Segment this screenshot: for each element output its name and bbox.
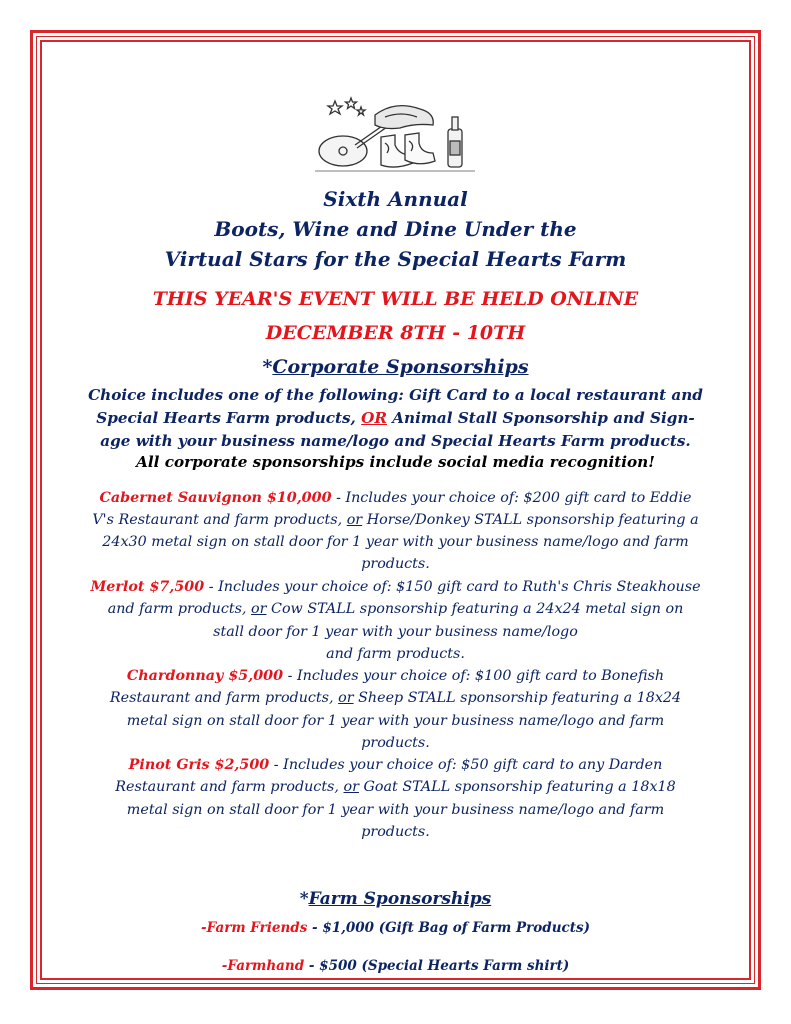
corporate-title-text: Corporate Sponsorships xyxy=(272,356,529,378)
farm-item-desc: - $1,000 (Gift Bag of Farm Products) xyxy=(307,920,590,936)
corporate-choice-line-2 xyxy=(60,407,731,430)
tier-chardonnay-line-2 xyxy=(60,687,731,710)
tier-text: Cow STALL sponsorship featuring a 24x24 metal sign on xyxy=(266,601,684,617)
tier-chardonnay-line-1 xyxy=(60,665,731,688)
tier-text: V's Restaurant and farm products, xyxy=(92,512,347,528)
tier-name: Merlot $7,500 xyxy=(90,579,205,595)
tier-text: Sheep STALL sponsorship featuring a 18x24 xyxy=(353,690,682,706)
tier-merlot-line-3: stall door for 1 year with your business name/logo xyxy=(213,624,578,640)
tier-name: Pinot Gris $2,500 xyxy=(128,757,270,773)
tier-or: or xyxy=(251,601,267,617)
farm-title-text: Farm Sponsorships xyxy=(308,889,492,909)
choice-text-b: Animal Stall Sponsorship and Sign- xyxy=(386,409,695,427)
farm-title-prefix: * xyxy=(299,889,309,909)
farm-item-name: -Farmhand xyxy=(221,958,305,974)
tier-pinot-gris-line-1 xyxy=(60,754,731,777)
corporate-title-prefix: * xyxy=(262,356,273,378)
corporate-social-media-note: All corporate sponsorships include social media recognition! xyxy=(136,453,655,471)
farm-item-desc: - $500 (Special Hearts Farm shirt) xyxy=(304,958,570,974)
tier-text: Restaurant and farm products, xyxy=(115,779,344,795)
tier-cabernet-line-3: 24x30 metal sign on stall door for 1 year with your business name/logo and farm xyxy=(102,534,689,550)
tier-text: - Includes your choice of: $150 gift card to Ruth's Chris Steakhouse xyxy=(204,579,701,595)
tier-merlot-line-1 xyxy=(60,576,731,599)
choice-text-a: Special Hearts Farm products, xyxy=(96,409,362,427)
header-line-2: Boots, Wine and Dine Under the xyxy=(214,217,577,241)
tier-pinot-gris-line-2 xyxy=(60,776,731,799)
tier-text: and farm products, xyxy=(107,601,252,617)
corporate-choice-line-1: Choice includes one of the following: Gift Card to a local restaurant and xyxy=(88,386,703,404)
boots-guitar-wine-stars-icon xyxy=(315,95,475,175)
tier-text: - Includes your choice of: $100 gift card to Bonefish xyxy=(283,668,665,684)
tier-cabernet-line-2 xyxy=(60,509,731,532)
tier-cabernet-line-4: products. xyxy=(361,556,430,572)
event-dates: DECEMBER 8TH - 10TH xyxy=(265,322,526,344)
tier-name: Cabernet Sauvignon $10,000 xyxy=(99,490,332,506)
choice-or: OR xyxy=(361,409,387,427)
corporate-choice-line-3: age with your business name/logo and Special Hearts Farm products. xyxy=(100,432,691,450)
tier-or: or xyxy=(346,512,363,528)
tier-pinot-gris-line-4: products. xyxy=(361,824,430,840)
farm-item-name: -Farm Friends xyxy=(201,920,308,936)
farm-item-farmhand xyxy=(60,958,731,974)
tier-merlot-line-4: and farm products. xyxy=(326,646,465,662)
tier-chardonnay-line-3: metal sign on stall door for 1 year with your business name/logo and farm xyxy=(126,713,665,729)
tier-pinot-gris-line-3: metal sign on stall door for 1 year with your business name/logo and farm xyxy=(126,802,665,818)
tier-cabernet-line-1 xyxy=(60,487,731,510)
farm-sponsorships-title xyxy=(60,889,731,909)
tier-chardonnay-line-4: products. xyxy=(361,735,430,751)
tier-merlot-line-2 xyxy=(60,598,731,621)
corporate-sponsorships-title xyxy=(60,356,731,378)
header-line-3: Virtual Stars for the Special Hearts Farm xyxy=(164,247,627,271)
tier-text: Goat STALL sponsorship featuring a 18x18 xyxy=(358,779,676,795)
header-line-1: Sixth Annual xyxy=(323,187,468,211)
tier-text: - Includes your choice of: $50 gift card to any Darden xyxy=(269,757,663,773)
farm-item-farm-friends xyxy=(60,920,731,936)
tier-text: Restaurant and farm products, xyxy=(109,690,339,706)
tier-text: - Includes your choice of: $200 gift card to Eddie xyxy=(331,490,692,506)
tier-name: Chardonnay $5,000 xyxy=(126,668,284,684)
event-notice: THIS YEAR'S EVENT WILL BE HELD ONLINE xyxy=(152,288,639,310)
tier-or: or xyxy=(343,779,359,795)
tier-or: or xyxy=(338,690,354,706)
tier-text: Horse/Donkey STALL sponsorship featuring a xyxy=(362,512,699,528)
